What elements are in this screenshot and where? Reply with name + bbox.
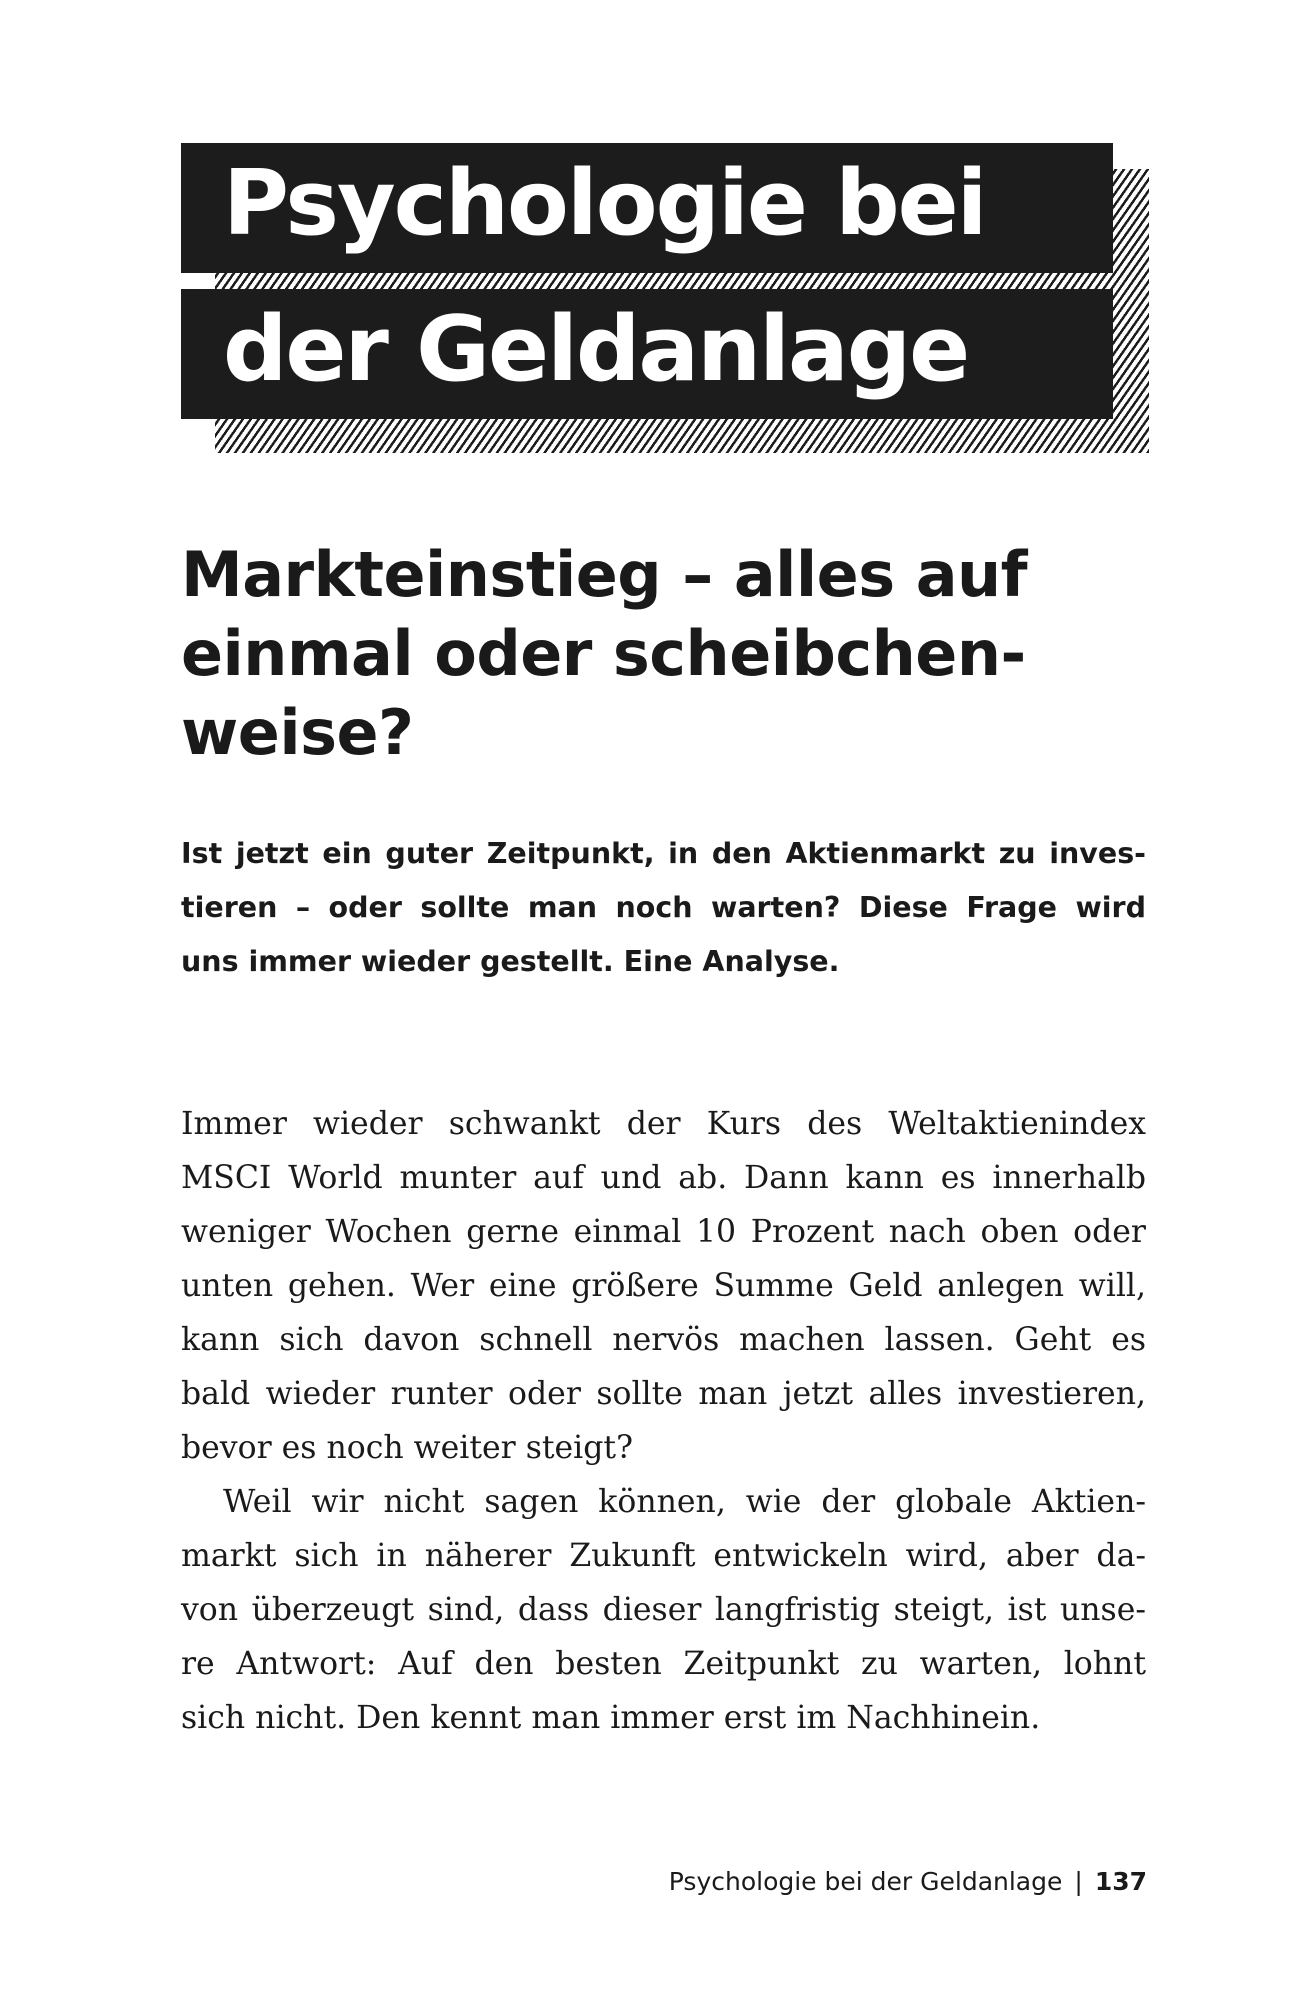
running-title: Psychologie bei der Geldanlage [668, 1867, 1063, 1896]
body-paragraph-1 [181, 1097, 1146, 1475]
lead-line: uns immer wieder gestellt. Eine Analyse. [181, 945, 840, 978]
chapter-title-block [181, 143, 1149, 453]
page-footer [669, 1862, 1147, 1902]
lead-line: Ist jetzt ein guter Zeitpunkt, in den Aktienmarkt zu inves- [181, 837, 1146, 870]
body-line: markt sich in näherer Zukunft entwickeln wird, aber da- [181, 1538, 1146, 1574]
chapter-title-bar-2 [181, 289, 1113, 419]
chapter-title-line-2: der Geldanlage [223, 297, 969, 402]
body-line: unten gehen. Wer eine größere Summe Geld anlegen will, [181, 1268, 1146, 1304]
body-line: weniger Wochen gerne einmal 10 Prozent nach oben oder [181, 1214, 1146, 1250]
body-text [181, 1097, 1146, 1745]
body-line: Immer wieder schwankt der Kurs des Weltaktienindex [181, 1106, 1146, 1142]
body-line: Weil wir nicht sagen können, wie der globale Aktien- [223, 1484, 1146, 1520]
body-line: bald wieder runter oder sollte man jetzt alles investieren, [181, 1376, 1146, 1412]
chapter-title-bar-1 [181, 143, 1113, 273]
body-paragraph-2 [181, 1475, 1146, 1745]
body-line: kann sich davon schnell nervös machen lassen. Geht es [181, 1322, 1146, 1358]
body-line: re Antwort: Auf den besten Zeitpunkt zu warten, lohnt [181, 1646, 1146, 1682]
hatch-decoration-bottom [215, 419, 1149, 453]
section-heading-line: einmal oder scheibchen- [181, 617, 1026, 690]
footer-separator: | [1074, 1867, 1083, 1896]
hatch-decoration-right [1113, 169, 1149, 453]
section-heading [181, 535, 1161, 772]
body-line: von überzeugt sind, dass dieser langfristig steigt, ist unse- [181, 1592, 1146, 1628]
page-number: 137 [1094, 1867, 1147, 1896]
lead-paragraph [181, 827, 1146, 989]
section-heading-line: weise? [181, 696, 414, 769]
hatch-decoration-middle [215, 273, 1113, 289]
body-line: MSCI World munter auf und ab. Dann kann es innerhalb [181, 1160, 1146, 1196]
body-line: bevor es noch weiter steigt? [181, 1430, 633, 1466]
section-heading-line: Markteinstieg – alles auf [181, 538, 1028, 611]
body-line: sich nicht. Den kennt man immer erst im Nachhinein. [181, 1700, 1041, 1736]
lead-line: tieren – oder sollte man noch warten? Diese Frage wird [181, 891, 1146, 924]
chapter-title-line-1: Psychologie bei [223, 151, 986, 256]
